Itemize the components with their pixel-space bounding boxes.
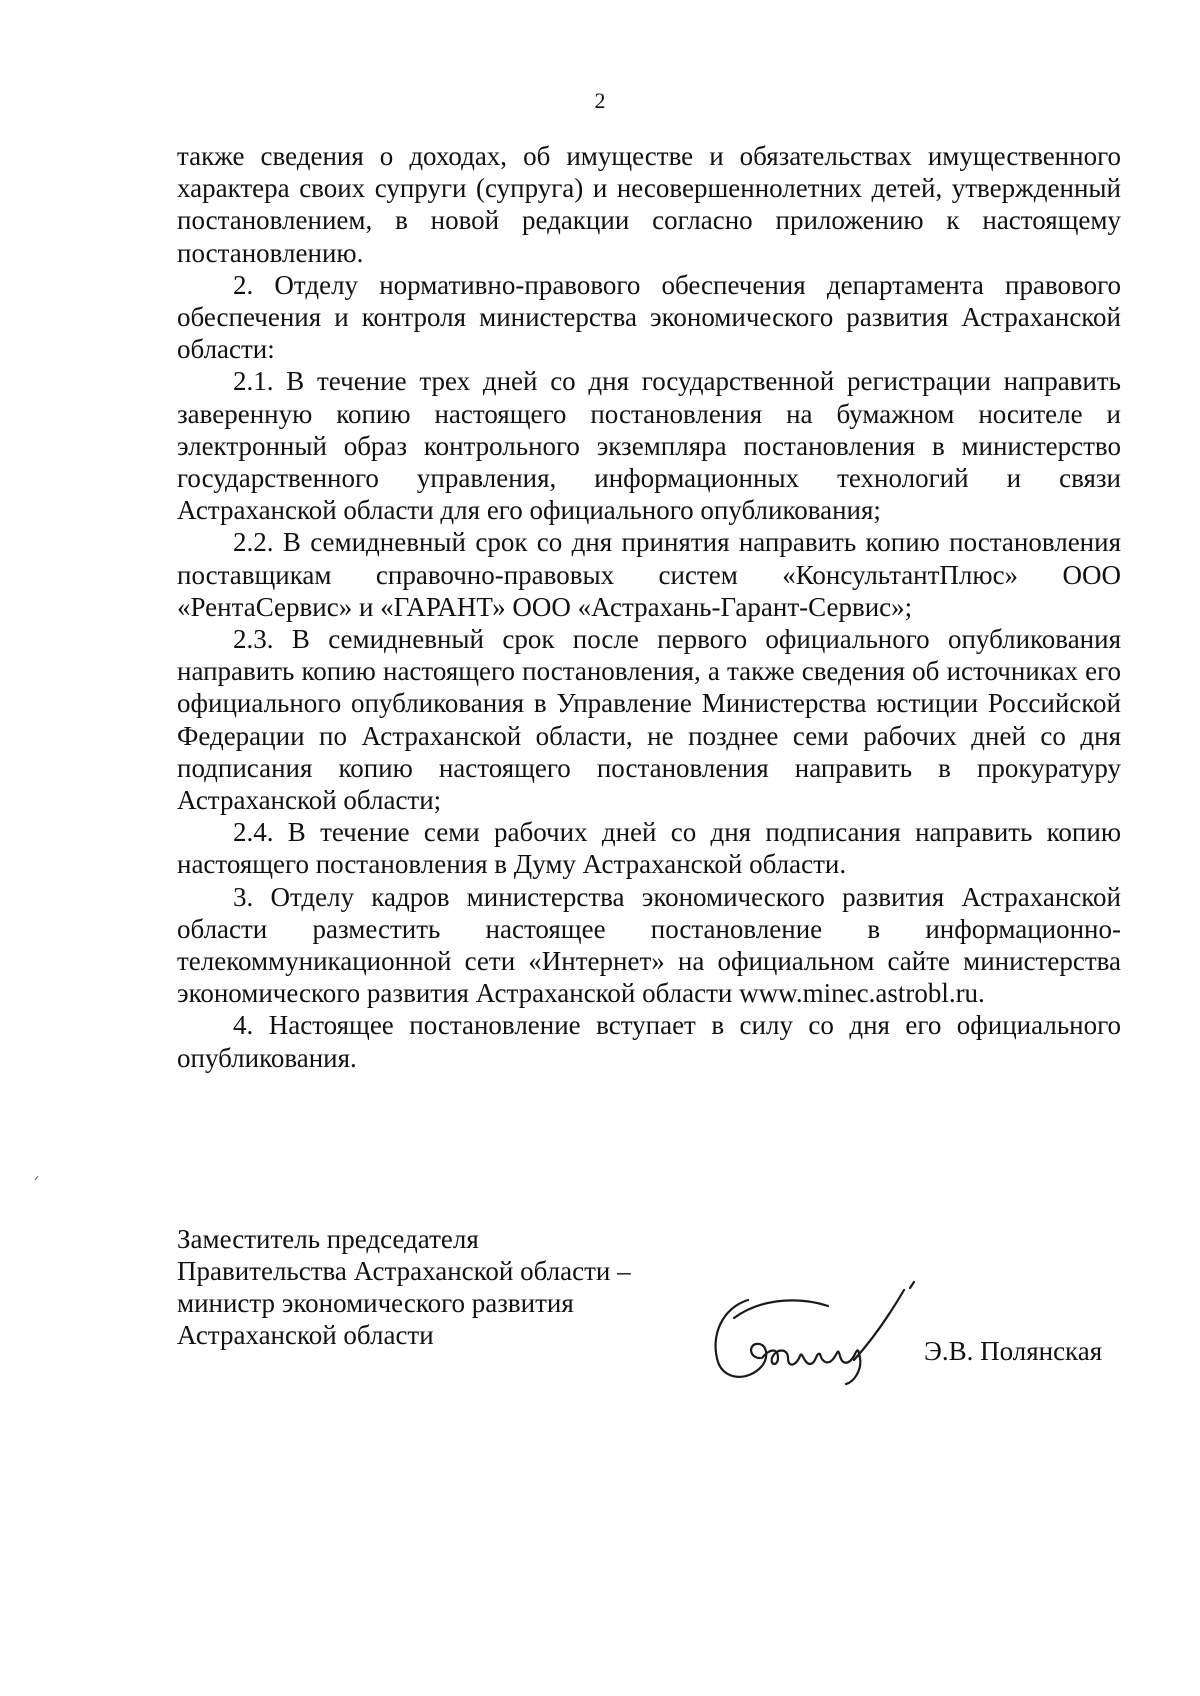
signer-name: Э.В. Полянская (924, 1336, 1103, 1366)
handwritten-signature (704, 1278, 934, 1388)
scan-speck (34, 1175, 40, 1181)
paragraph-item-2: 2. Отделу нормативно-правового обеспечения департамента правового обеспечения и контроля министерства экономического развития Астраханской области: (177, 269, 1121, 365)
signatory-title-line: Астраханской области (177, 1320, 434, 1350)
signatory-title (177, 1223, 777, 1351)
signatory-title-line: Правительства Астраханской области – (177, 1256, 631, 1286)
paragraph-continuation: также сведения о доходах, об имуществе и обязательствах имущественного характера своих супруги (супруга) и несовершеннолетних детей, утвержденный постановлением, в новой редакции согласно приложению к настоящему постановлению. (177, 141, 1121, 268)
paragraph-item-4: 4. Настоящее постановление вступает в силу со дня его официального опубликования. (177, 1010, 1121, 1073)
paragraph-item-2-1: 2.1. В течение трех дней со дня государственной регистрации направить заверенную копию настоящего постановления на бумажном носителе и электронный образ контрольного экземпляра постановления в министерство государственного управления, информационных технологий и связи Астраханской области для его официального опубликования; (177, 366, 1121, 526)
paragraph-item-2-3: 2.3. В семидневный срок после первого официального опубликования направить копию настоящего постановления, а также сведения об источниках его официального опубликования в Управление Министерства юстиции Российской Федерации по Астраханской области, не позднее семи рабочих дней со дня подписания копию настоящего постановления направить в прокуратуру Астраханской области; (177, 624, 1121, 816)
signatory-title-line: Заместитель председателя (177, 1224, 479, 1254)
page-number: 2 (594, 88, 606, 113)
document-body (177, 140, 1121, 1074)
paragraph-item-2-2: 2.2. В семидневный срок со дня принятия направить копию постановления поставщикам справочно-правовых систем «КонсультантПлюс» ООО «РентаСервис» и «ГАРАНТ» ООО «Астрахань-Гарант-Сервис»; (177, 527, 1121, 622)
paragraph-item-3: 3. Отделу кадров министерства экономического развития Астраханской области разместить настоящее постановление в информационно-телекоммуникационной сети «Интернет» на официальном сайте министерства экономического развития Астраханской области www.minec.astrobl.ru. (177, 881, 1121, 1009)
paragraph-item-2-4: 2.4. В течение семи рабочих дней со дня подписания направить копию настоящего постановления в Думу Астраханской области. (177, 817, 1121, 880)
signatory-title-line: министр экономического развития (177, 1288, 574, 1318)
